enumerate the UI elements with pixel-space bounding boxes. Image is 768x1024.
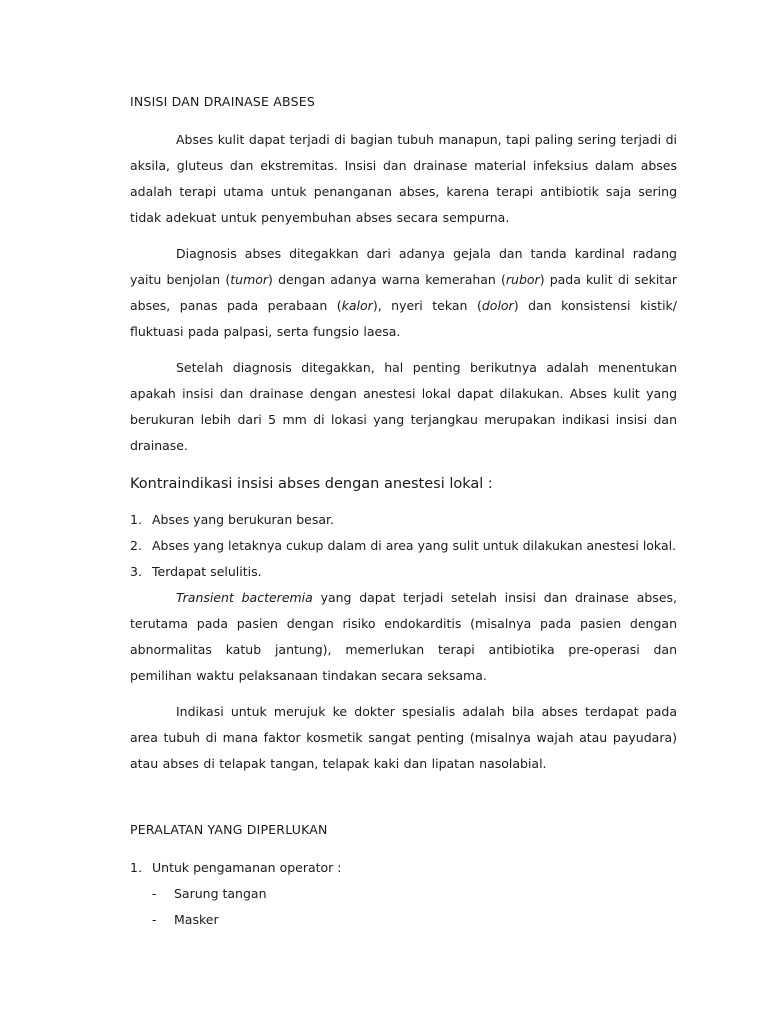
paragraph-referral: Indikasi untuk merujuk ke dokter spesialis adalah bila abses terdapat pada area tubuh di mana faktor kosmetik sangat penting (misalnya wajah atau payudara) atau abses di telapak tangan, telapak kaki dan lipatan nasolabial. [130, 704, 677, 771]
contraindication-list [130, 507, 677, 585]
equipment-list [130, 855, 677, 881]
list-item: - Masker [152, 912, 219, 927]
list-item: - Sarung tangan [152, 886, 267, 901]
section-title-peralatan: PERALATAN YANG DIPERLUKAN [130, 822, 328, 837]
list-item: 2. Abses yang letaknya cukup dalam di area yang sulit untuk dilakukan anestesi lokal. [130, 538, 677, 553]
paragraph-diagnosis: Diagnosis abses ditegakkan dari adanya gejala dan tanda kardinal radang yaitu benjolan (tumor) dengan adanya warna kemerahan (rubor) pada kulit di sekitar abses, panas pada perabaan (kalor), nyeri tekan (dolor) dan konsistensi kistik/ fluktuasi pada palpasi, serta fungsio laesa. [130, 246, 677, 339]
paragraph-abses-intro: Abses kulit dapat terjadi di bagian tubuh manapun, tapi paling sering terjadi di aksila, gluteus dan ekstremitas. Insisi dan drainase material infeksius dalam abses adalah terapi utama untuk penanganan abses, karena terapi antibiotik saja sering tidak adekuat untuk penyembuhan abses secara sempurna. [130, 132, 677, 225]
paragraph-after-diagnosis: Setelah diagnosis ditegakkan, hal penting berikutnya adalah menentukan apakah insisi dan drainase dengan anestesi lokal dapat dilakukan. Abses kulit yang berukuran lebih dari 5 mm di lokasi yang terjangkau merupakan indikasi insisi dan drainase. [130, 360, 677, 453]
section-title-insisi: INSISI DAN DRAINASE ABSES [130, 94, 315, 109]
contraindication-title: Kontraindikasi insisi abses dengan anestesi lokal : [130, 476, 493, 492]
list-item: 1. Untuk pengamanan operator : [130, 860, 342, 875]
paragraph-transient-bacteremia: Transient bacteremia yang dapat terjadi setelah insisi dan drainase abses, terutama pada pasien dengan risiko endokarditis (misalnya pada pasien dengan abnormalitas katub jantung), memerlukan terapi antibiotika pre-operasi dan pemilihan waktu pelaksanaan tindakan secara seksama. [130, 590, 677, 683]
equipment-sublist [130, 881, 677, 933]
list-item: 1. Abses yang berukuran besar. [130, 512, 334, 527]
document-body [130, 93, 677, 933]
list-item: 3. Terdapat selulitis. [130, 564, 262, 579]
